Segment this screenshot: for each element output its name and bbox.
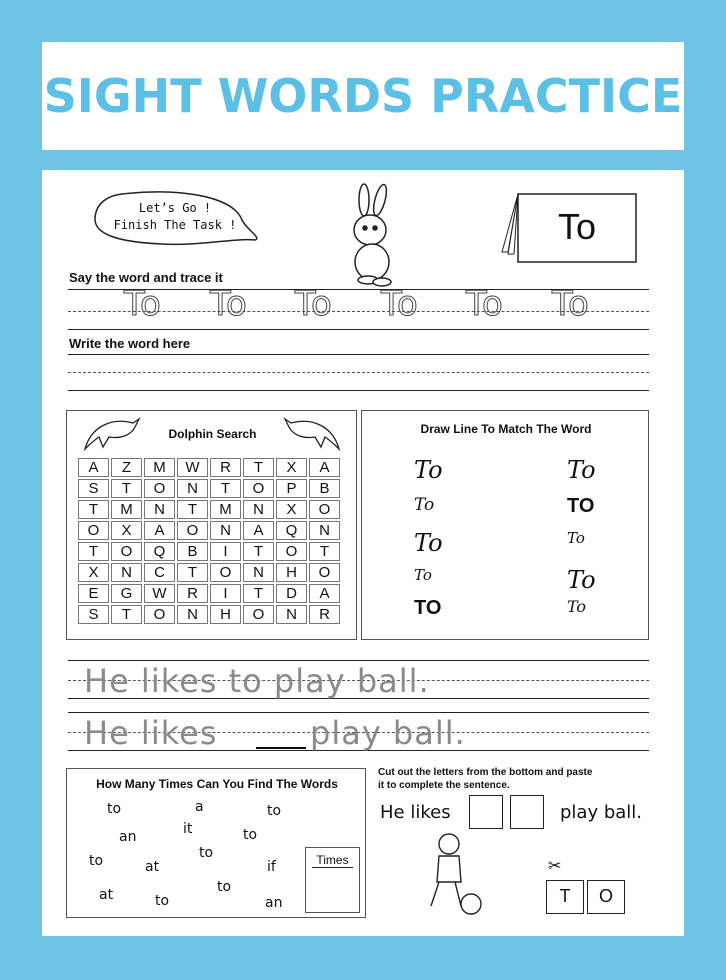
find-word: to <box>89 853 104 869</box>
grid-cell[interactable]: X <box>111 521 142 540</box>
grid-cell[interactable]: T <box>243 542 274 561</box>
grid-cell[interactable]: R <box>210 458 241 477</box>
page-title: SIGHT WORDS PRACTICE <box>43 69 683 123</box>
grid-cell[interactable]: B <box>177 542 208 561</box>
grid-cell[interactable]: N <box>177 605 208 624</box>
trace-word: To <box>124 284 162 324</box>
grid-cell[interactable]: S <box>78 605 109 624</box>
trace-sentence-start: He likes <box>84 714 218 752</box>
grid-cell[interactable]: C <box>144 563 175 582</box>
boy-soccer-icon <box>425 832 485 916</box>
grid-cell[interactable]: T <box>78 542 109 561</box>
grid-cell[interactable]: X <box>276 458 307 477</box>
grid-cell[interactable]: A <box>144 521 175 540</box>
grid-cell[interactable]: T <box>210 479 241 498</box>
grid-cell[interactable]: X <box>276 500 307 519</box>
find-word: at <box>99 887 114 903</box>
find-word: to <box>107 801 122 817</box>
grid-cell[interactable]: G <box>111 584 142 603</box>
match-word-left[interactable]: To <box>414 456 443 484</box>
times-box[interactable] <box>305 847 360 913</box>
grid-cell[interactable]: T <box>78 500 109 519</box>
cut-letter[interactable]: O <box>587 880 625 914</box>
grid-cell[interactable]: N <box>144 500 175 519</box>
dolphin-search-panel <box>66 410 357 640</box>
grid-cell[interactable]: X <box>78 563 109 582</box>
grid-row <box>78 542 340 561</box>
grid-cell[interactable]: R <box>309 605 340 624</box>
grid-cell[interactable]: O <box>177 521 208 540</box>
grid-cell[interactable]: N <box>111 563 142 582</box>
find-word: at <box>145 859 160 875</box>
find-words-title: How Many Times Can You Find The Words <box>96 777 338 791</box>
grid-row <box>78 563 340 582</box>
grid-cell[interactable]: N <box>243 500 274 519</box>
match-word-right[interactable]: To <box>567 566 596 594</box>
grid-cell[interactable]: O <box>276 542 307 561</box>
match-word-left[interactable]: To <box>414 495 435 515</box>
grid-cell[interactable]: A <box>243 521 274 540</box>
grid-cell[interactable]: M <box>210 500 241 519</box>
word-card: To <box>557 206 597 247</box>
grid-cell[interactable]: P <box>276 479 307 498</box>
top-line <box>68 660 649 661</box>
write-label: Write the word here <box>69 336 191 351</box>
trace-word: To <box>466 284 504 324</box>
sentence-end: play ball. <box>560 802 643 823</box>
grid-cell[interactable]: Q <box>144 542 175 561</box>
grid-cell[interactable]: S <box>78 479 109 498</box>
scissors-icon: ✂ <box>548 856 562 875</box>
instruction-line-2: it to complete the sentence. <box>378 780 510 791</box>
grid-cell[interactable]: H <box>210 605 241 624</box>
grid-row <box>78 521 340 540</box>
grid-cell[interactable]: W <box>177 458 208 477</box>
find-word: an <box>265 895 283 911</box>
find-word: to <box>199 845 214 861</box>
grid-row <box>78 500 340 519</box>
grid-cell[interactable]: T <box>111 479 142 498</box>
dolphin-search-title: Dolphin Search <box>168 427 257 441</box>
bubble-line-1: Let’s Go ! <box>138 201 212 215</box>
grid-cell[interactable]: I <box>210 584 241 603</box>
grid-cell[interactable]: O <box>144 479 175 498</box>
grid-cell[interactable]: A <box>78 458 109 477</box>
find-word: to <box>267 803 282 819</box>
grid-cell[interactable]: I <box>210 542 241 561</box>
match-word-right[interactable]: To <box>567 597 587 616</box>
grid-cell[interactable]: T <box>177 500 208 519</box>
trace-sentence-end: play ball. <box>310 714 466 752</box>
grid-cell[interactable]: Z <box>111 458 142 477</box>
find-word: it <box>183 821 193 837</box>
trace-word: To <box>210 284 248 324</box>
grid-cell[interactable]: M <box>111 500 142 519</box>
match-panel <box>361 410 649 640</box>
grid-cell[interactable]: E <box>78 584 109 603</box>
sentence-start: He likes <box>380 802 451 823</box>
grid-cell[interactable]: R <box>177 584 208 603</box>
grid-cell[interactable]: B <box>309 479 340 498</box>
grid-cell[interactable]: O <box>243 479 274 498</box>
trace-label: Say the word and trace it <box>69 270 223 285</box>
speech-bubble-text <box>100 200 250 234</box>
cut-paste-instruction <box>378 766 592 792</box>
grid-cell[interactable]: T <box>177 563 208 582</box>
match-word-left[interactable]: To <box>414 529 443 557</box>
top-line <box>68 712 649 713</box>
find-word: to <box>155 893 170 909</box>
blank-line[interactable] <box>256 747 306 749</box>
trace-sentence: He likes to play ball. <box>84 662 430 700</box>
grid-cell[interactable]: O <box>309 563 340 582</box>
find-word: if <box>267 859 276 875</box>
grid-cell[interactable]: N <box>243 563 274 582</box>
mid-dashed-line <box>68 372 649 373</box>
grid-row <box>78 479 340 498</box>
trace-word: To <box>295 284 333 324</box>
find-word: an <box>119 829 137 845</box>
word-search-grid <box>76 456 342 626</box>
bubble-line-2: Finish The Task ! <box>113 218 237 232</box>
grid-cell[interactable]: O <box>210 563 241 582</box>
match-word-right[interactable]: TO <box>567 495 595 517</box>
times-label: Times <box>312 853 353 868</box>
grid-row <box>78 584 340 603</box>
paste-box[interactable] <box>510 795 544 829</box>
grid-row <box>78 605 340 624</box>
grid-cell[interactable]: W <box>144 584 175 603</box>
match-word-left[interactable]: To <box>414 566 432 584</box>
match-word-left[interactable]: TO <box>414 597 442 619</box>
grid-cell[interactable]: A <box>309 584 340 603</box>
grid-cell[interactable]: N <box>276 605 307 624</box>
grid-cell[interactable]: A <box>309 458 340 477</box>
grid-cell[interactable]: T <box>243 584 274 603</box>
grid-cell[interactable]: O <box>309 500 340 519</box>
grid-cell[interactable]: T <box>309 542 340 561</box>
grid-cell[interactable]: D <box>276 584 307 603</box>
match-word-right[interactable]: To <box>567 456 596 484</box>
grid-cell[interactable]: T <box>243 458 274 477</box>
find-word: to <box>217 879 232 895</box>
grid-cell[interactable]: O <box>243 605 274 624</box>
bunny-icon <box>340 182 410 288</box>
instruction-line-1: Cut out the letters from the bottom and paste <box>378 767 593 778</box>
grid-cell[interactable]: Q <box>276 521 307 540</box>
grid-cell[interactable]: N <box>177 479 208 498</box>
top-line <box>68 354 649 355</box>
match-word-right[interactable]: To <box>567 529 585 547</box>
grid-cell[interactable]: O <box>111 542 142 561</box>
header <box>42 42 684 150</box>
trace-words <box>68 284 649 330</box>
paste-box[interactable] <box>469 795 503 829</box>
trace-word: To <box>552 284 590 324</box>
grid-cell[interactable]: M <box>144 458 175 477</box>
find-words-panel <box>66 768 366 918</box>
grid-cell[interactable]: N <box>210 521 241 540</box>
base-line <box>68 390 649 391</box>
find-word: a <box>195 799 204 815</box>
cut-letter[interactable]: T <box>546 880 584 914</box>
grid-cell[interactable]: O <box>144 605 175 624</box>
match-title: Draw Line To Match The Word <box>420 422 592 436</box>
grid-cell[interactable]: O <box>78 521 109 540</box>
grid-cell[interactable]: N <box>309 521 340 540</box>
grid-row <box>78 458 340 477</box>
trace-word: To <box>381 284 419 324</box>
grid-cell[interactable]: T <box>111 605 142 624</box>
grid-cell[interactable]: H <box>276 563 307 582</box>
find-word: to <box>243 827 258 843</box>
